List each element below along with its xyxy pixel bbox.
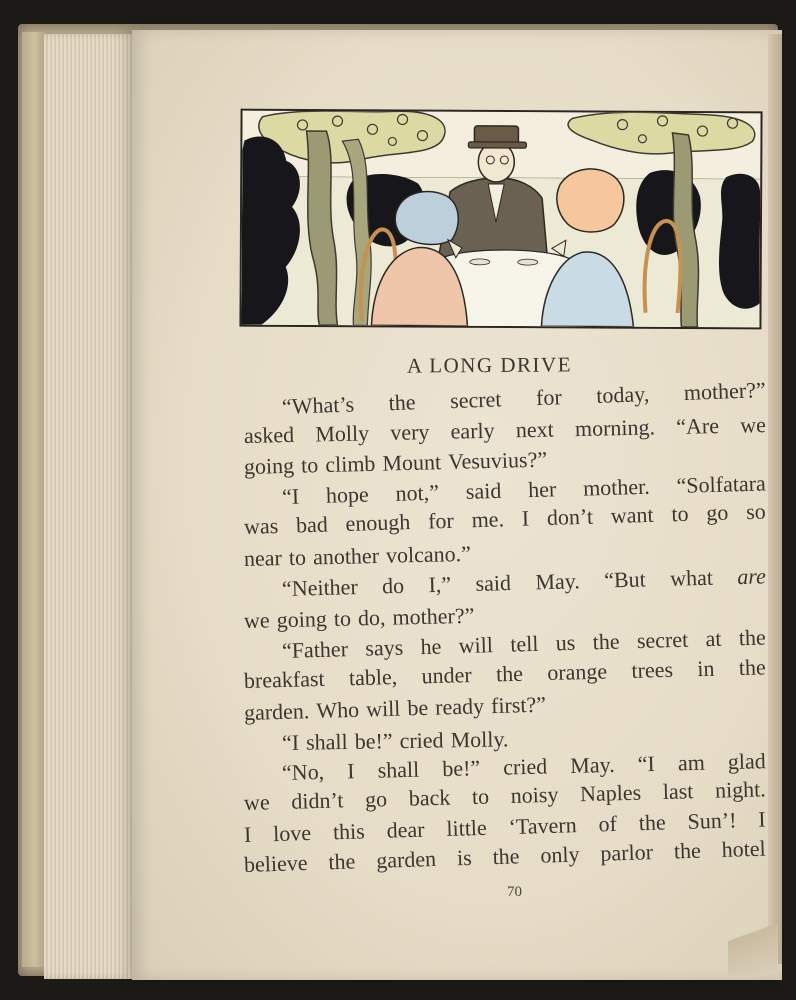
text-word: said xyxy=(475,570,512,596)
text-word: today, xyxy=(595,381,650,409)
text-word: very xyxy=(390,419,430,445)
page-number: 70 xyxy=(507,884,522,900)
text-word: to xyxy=(288,544,307,570)
chapter-heading: A LONG DRIVE xyxy=(406,352,573,378)
text-word: so xyxy=(745,498,767,525)
text-word: for xyxy=(427,507,455,534)
text-word: I xyxy=(757,806,767,832)
text-word: cried xyxy=(399,727,444,754)
text-word: glad xyxy=(727,748,767,775)
text-word: early xyxy=(450,417,495,444)
text-word: going xyxy=(276,606,328,633)
text-word: first?” xyxy=(490,691,547,719)
text-word: at xyxy=(705,625,722,652)
text-word: I,” xyxy=(428,571,452,598)
text-word: enough xyxy=(345,509,411,536)
text-word: this xyxy=(332,818,366,845)
text-word: was xyxy=(243,512,279,539)
text-word: do, xyxy=(357,604,386,631)
text-word: volcano.” xyxy=(385,540,472,568)
text-word: hope xyxy=(325,481,370,508)
text-word: we xyxy=(243,607,270,633)
text-word: “I xyxy=(637,750,656,777)
text-word: is xyxy=(456,844,473,871)
text-word: am xyxy=(677,749,706,776)
text-word: the xyxy=(673,837,702,864)
text-word: going xyxy=(243,452,295,479)
text-word: in xyxy=(697,655,715,682)
text-word: May. xyxy=(535,568,581,595)
text-word: last xyxy=(662,778,694,805)
text-word: “Neither xyxy=(281,574,359,601)
text-word: not,” xyxy=(395,479,440,506)
text-word: back xyxy=(408,784,451,811)
text-word: will xyxy=(458,632,494,659)
text-word: orange xyxy=(546,658,608,686)
text-word: I xyxy=(521,505,530,531)
illustration-drawing xyxy=(241,111,760,328)
text-word: “Father xyxy=(281,636,349,663)
text-word: the xyxy=(638,809,667,836)
text-word: another xyxy=(312,542,380,570)
text-word: mother. xyxy=(582,473,651,501)
text-word: be!” xyxy=(354,728,393,754)
text-word: ‘Tavern xyxy=(508,812,578,840)
text-word: the xyxy=(492,843,520,870)
text-word: night. xyxy=(714,776,767,803)
text-word: the xyxy=(738,624,767,651)
text-word: parlor xyxy=(600,839,654,866)
text-word: hotel xyxy=(721,835,767,862)
text-word: to xyxy=(300,452,319,478)
text-word: Naples xyxy=(579,779,642,807)
text-word: says xyxy=(364,634,404,661)
text-word: go xyxy=(705,499,729,526)
text-word: we xyxy=(243,789,270,815)
text-word: the xyxy=(495,660,524,687)
text-word: be xyxy=(407,694,429,721)
text-word: morning. xyxy=(574,414,656,442)
text-word: for xyxy=(535,384,563,411)
text-word: me. xyxy=(471,506,505,533)
text-word: “Solfatara xyxy=(676,470,767,498)
page-stack-edge xyxy=(44,34,144,979)
text-word: noisy xyxy=(510,781,559,809)
text-word: are xyxy=(736,563,767,590)
text-word: will xyxy=(365,695,401,722)
text-word: “But xyxy=(603,566,647,593)
text-word: we xyxy=(739,412,767,438)
text-word: dear xyxy=(386,816,425,843)
text-word: to xyxy=(471,783,490,810)
text-word: ready xyxy=(434,693,485,720)
text-word: of xyxy=(598,810,618,837)
text-word: the xyxy=(388,389,416,416)
page-right-edge xyxy=(768,34,782,964)
text-word: what xyxy=(669,564,714,591)
text-word: to xyxy=(670,500,689,527)
text-word: “What’s xyxy=(281,391,355,419)
text-word: Vesuvius?” xyxy=(447,446,548,475)
text-word: I xyxy=(243,821,252,847)
text-word: I xyxy=(346,758,355,784)
text-word: table, xyxy=(348,663,398,691)
text-word: “I xyxy=(281,483,300,509)
text-word: mother?” xyxy=(392,602,475,630)
text-word: us xyxy=(555,629,576,656)
text-word: be!” xyxy=(441,755,481,782)
text-word: bad xyxy=(295,511,329,538)
text-word: to xyxy=(333,605,352,631)
text-word: trees xyxy=(631,656,674,683)
text-word: tell xyxy=(509,630,539,657)
text-word: go xyxy=(364,786,388,812)
text-word: Who xyxy=(315,696,360,723)
text-word: breakfast xyxy=(243,665,325,693)
text-word: the xyxy=(592,628,620,655)
text-word: asked xyxy=(243,421,295,448)
text-word: Molly xyxy=(315,420,370,447)
text-word: climb xyxy=(324,450,376,478)
text-word: near xyxy=(243,545,283,571)
page-corner-tear xyxy=(728,905,778,975)
text-word: next xyxy=(515,416,554,443)
text-word: secret xyxy=(636,626,689,654)
text-word: love xyxy=(272,820,312,847)
text-word: mother?” xyxy=(683,377,767,405)
text-word: Molly. xyxy=(450,726,509,753)
text-word: shall xyxy=(377,756,420,783)
text-word: garden. xyxy=(243,698,310,725)
text-word: shall xyxy=(305,728,348,755)
text-word: want xyxy=(610,501,654,529)
text-word: Mount xyxy=(382,449,442,476)
text-word: “I xyxy=(281,729,300,755)
text-word: he xyxy=(420,633,442,660)
text-word: believe xyxy=(243,850,308,877)
text-word: don’t xyxy=(546,503,594,531)
text-word: cried xyxy=(502,753,548,780)
text-word: the xyxy=(328,848,356,875)
text-word: May. xyxy=(569,751,615,778)
text-word: secret xyxy=(449,386,502,414)
text-word: do xyxy=(381,572,405,599)
text-word: said xyxy=(465,477,502,504)
illustration-garden-breakfast xyxy=(239,109,762,330)
text-word: didn’t xyxy=(290,787,344,814)
text-word: the xyxy=(738,654,767,681)
text-word: garden xyxy=(375,845,437,873)
text-word: only xyxy=(539,841,580,868)
text-word: little xyxy=(446,814,488,841)
text-word: Sun’! xyxy=(687,807,737,834)
text-word: under xyxy=(421,662,472,689)
text-word: “Are xyxy=(675,413,720,439)
text-word: her xyxy=(527,476,557,503)
text-word: “No, xyxy=(281,758,325,785)
